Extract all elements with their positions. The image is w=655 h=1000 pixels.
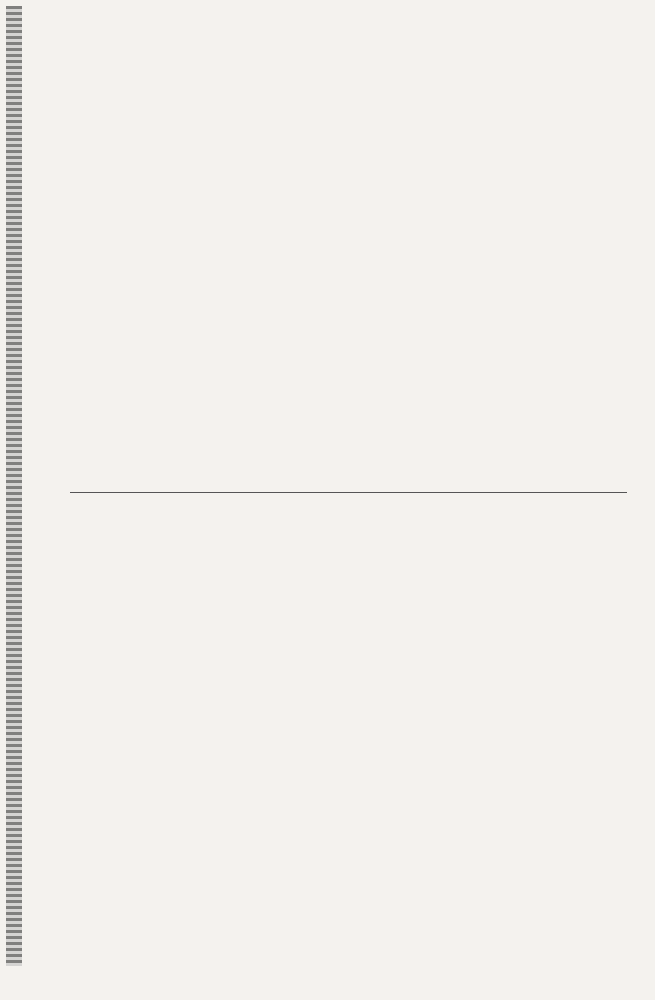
bottom-section <box>60 500 635 895</box>
top-section <box>60 40 635 495</box>
scan-binding-edge <box>6 6 22 966</box>
bottom-columns <box>60 500 635 895</box>
top-columns <box>60 40 635 495</box>
section-divider <box>70 492 627 493</box>
